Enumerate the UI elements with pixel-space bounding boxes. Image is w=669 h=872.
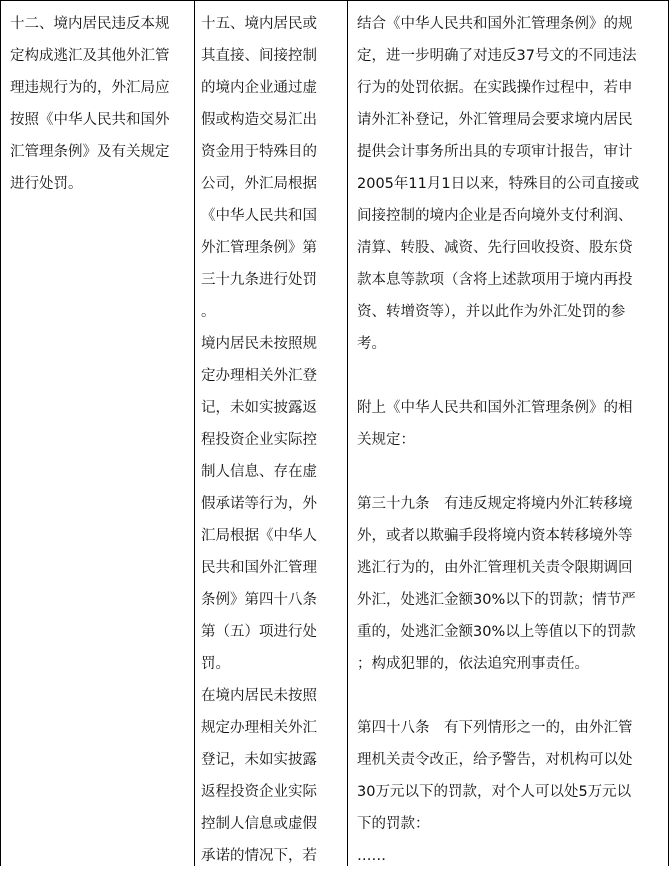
table-top-border [0, 0, 669, 1]
text-line: 间接控制的境内企业是否向境外支付利润、 [357, 208, 633, 224]
text-line: 附上《中华人民共和国外汇管理条例》的相 [357, 400, 633, 416]
text-line: 第四十八条 有下列情形之一的，由外汇管 [357, 720, 633, 736]
text-line: 制人信息、存在虚 [201, 464, 317, 480]
text-line: 登记，未如实披露 [201, 752, 317, 768]
text-line: 结合《中华人民共和国外汇管理条例》的规 [357, 16, 633, 32]
text-line: 2005年11月1日以来，特殊目的公司直接或 [357, 176, 640, 192]
text-line: 30万元以下的罚款，对个人可以处5万元以 [357, 784, 632, 800]
text-line: 资、转增资等），并以此作为外汇处罚的参 [357, 304, 626, 320]
text-line: 第（五）项进行处 [201, 624, 317, 640]
text-line: 条例》第四十八条 [201, 592, 317, 608]
text-line: 外汇，处逃汇金额30%以下的罚款；情节严 [357, 592, 636, 608]
text-line: 程投资企业实际控 [201, 432, 317, 448]
text-line: 汇局根据《中华人 [201, 528, 317, 544]
text-line: 其直接、间接控制 [201, 48, 317, 64]
text-line: 的境内企业通过虚 [201, 80, 317, 96]
column-divider-1 [194, 0, 195, 866]
text-line: 定构成逃汇及其他外汇管 [10, 48, 170, 64]
text-line: 汇管理条例》及有关规定 [10, 144, 170, 160]
text-line: 规定办理相关外汇 [201, 720, 317, 736]
table-cell-violation-description [10, 8, 188, 200]
text-line: 重的，处逃汇金额30%以上等值以下的罚款 [357, 624, 636, 640]
text-line: ；构成犯罪的，依法追究刑事责任。 [357, 656, 589, 672]
text-line: 假或构造交易汇出 [201, 112, 317, 128]
text-line: 外，或者以欺骗手段将境内资本转移境外等 [357, 528, 633, 544]
text-line: 十二、境内居民违反本规 [10, 16, 170, 32]
text-line: 公司，外汇局根据 [201, 176, 317, 192]
text-line: 假承诺等行为，外 [201, 496, 317, 512]
text-line: 请外汇补登记，外汇管理局会要求境内居民 [357, 112, 633, 128]
text-line: 《中华人民共和国 [201, 208, 317, 224]
text-line: 承诺的情况下，若 [201, 848, 317, 864]
text-line: 三十九条进行处罚 [201, 272, 317, 288]
text-line: 按照《中华人民共和国外 [10, 112, 170, 128]
text-line: 逃汇行为的，由外汇管理机关责令限期调回 [357, 560, 633, 576]
text-line: 返程投资企业实际 [201, 784, 317, 800]
text-line: 境内居民未按照规 [201, 336, 317, 352]
text-line: 在境内居民未按照 [201, 688, 317, 704]
paragraph-gap [357, 680, 663, 712]
text-line: 民共和国外汇管理 [201, 560, 317, 576]
text-line: 进行处罚。 [10, 176, 83, 192]
paragraph-gap [357, 456, 663, 488]
text-line: 定，进一步明确了对违反37号文的不同违法 [357, 48, 637, 64]
table-cell-regulation-notes [357, 8, 663, 872]
text-line: 理违规行为的，外汇局应 [10, 80, 170, 96]
text-line: 款本息等款项（含将上述款项用于境内再投 [357, 272, 633, 288]
text-line: 。 [201, 304, 216, 320]
text-line: 控制人信息或虚假 [201, 816, 317, 832]
text-line: …… [357, 848, 386, 864]
text-line: 行为的处罚依据。在实践操作过程中，若申 [357, 80, 633, 96]
text-line: 十五、境内居民或 [201, 16, 317, 32]
column-divider-2 [347, 0, 348, 866]
text-line: 资金用于特殊目的 [201, 144, 317, 160]
text-line: 第三十九条 有违反规定将境内外汇转移境 [357, 496, 633, 512]
table-left-border [0, 0, 1, 866]
text-line: 提供会计事务所出具的专项审计报告，审计 [357, 144, 633, 160]
text-line: 定办理相关外汇登 [201, 368, 317, 384]
text-line: 关规定： [357, 432, 415, 448]
paragraph-gap [357, 360, 663, 392]
text-line: 罚。 [201, 656, 230, 672]
text-line: 记，未如实披露返 [201, 400, 317, 416]
text-line: 理机关责令改正，给予警告，对机构可以处 [357, 752, 633, 768]
text-line: 下的罚款： [357, 816, 430, 832]
text-line: 考。 [357, 336, 386, 352]
text-line: 外汇管理条例》第 [201, 240, 317, 256]
text-line: 清算、转股、减资、先行回收投资、股东贷 [357, 240, 633, 256]
table-cell-penalty-basis [201, 8, 341, 872]
